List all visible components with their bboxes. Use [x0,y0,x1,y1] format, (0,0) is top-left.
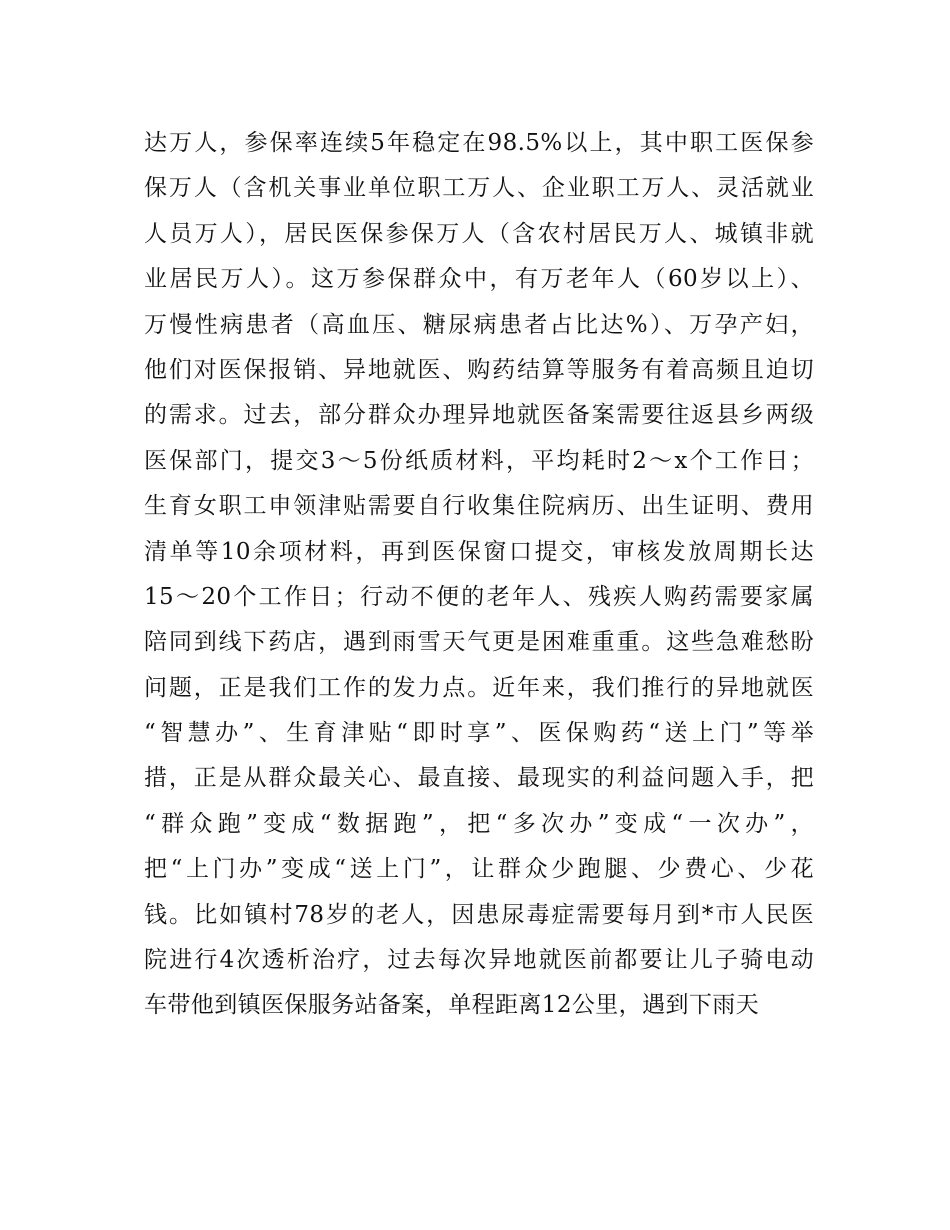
text-line: 15～20个工作日；行动不便的老年人、残疾人购药需要家属 [144,583,814,610]
body-paragraph [144,121,814,1029]
text-line: “群众跑”变成“数据跑”，把“多次办”变成“一次办”， [144,810,814,837]
text-line: 万慢性病患者（高血压、糖尿病患者占比达%）、万孕产妇， [144,311,814,338]
text-line: 达万人，参保率连续5年稳定在98.5%以上，其中职工医保参 [144,130,814,156]
text-line: 的需求。过去，部分群众办理异地就医备案需要往返县乡两级 [144,402,814,429]
text-line: 生育女职工申领津贴需要自行收集住院病历、出生证明、费用 [144,493,814,520]
text-line: 清单等10余项材料，再到医保窗口提交，审核发放周期长达 [144,538,814,565]
text-line: 钱。比如镇村78岁的老人，因患尿毒症需要每月到*市人民医 [144,901,814,928]
text-line: 把“上门办”变成“送上门”，让群众少跑腿、少费心、少花 [144,856,814,883]
text-line: 问题，正是我们工作的发力点。近年来，我们推行的异地就医 [144,674,814,701]
text-line: 院进行4次透析治疗，过去每次异地就医前都要让儿子骑电动 [144,947,814,974]
text-line: 措，正是从群众最关心、最直接、最现实的利益问题入手，把 [144,765,814,792]
text-line: 医保部门，提交3～5份纸质材料，平均耗时2～x个工作日； [144,447,814,474]
text-line: 他们对医保报销、异地就医、购药结算等服务有着高频且迫切 [144,356,814,383]
text-line: 陪同到线下药店，遇到雨雪天气更是困难重重。这些急难愁盼 [144,629,814,656]
text-line: 人员万人），居民医保参保万人（含农村居民万人、城镇非就 [144,220,814,247]
text-line: 业居民万人）。这万参保群众中，有万老年人（60岁以上）、 [144,266,814,293]
text-line: “智慧办”、生育津贴“即时享”、医保购药“送上门”等举 [144,720,814,747]
text-line: 车带他到镇医保服务站备案，单程距离12公里，遇到下雨天 [144,992,760,1019]
text-line: 保万人（含机关事业单位职工万人、企业职工万人、灵活就业 [144,175,814,202]
